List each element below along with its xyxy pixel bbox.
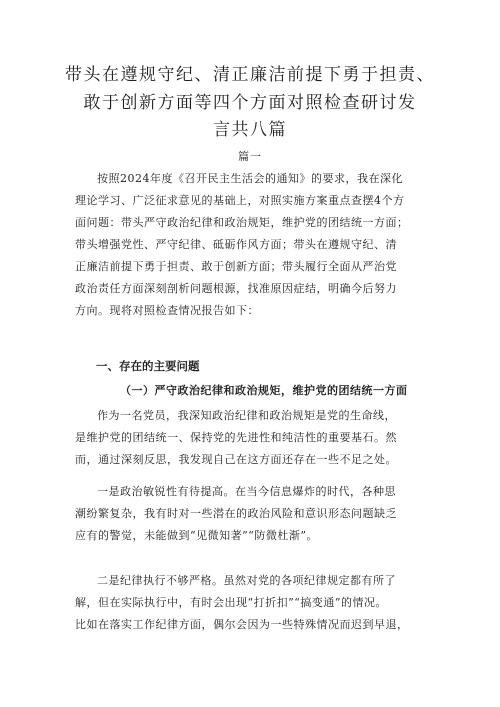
paragraph-2 <box>75 481 435 547</box>
intro-line: 政治责任方面深刻剖析问题根源，找准原因症结，明确今后努力 <box>75 282 397 295</box>
paragraph-line: 一是政治敏锐性有待提高。在当今信息爆炸的时代，各种思 <box>97 485 396 498</box>
intro-line: 理论学习、广泛征求意见的基础上，对照实施方案重点查摆4个方 <box>75 194 405 207</box>
paragraph-1 <box>75 405 435 471</box>
paragraph-line: 二是纪律执行不够严格。虽然对党的各项纪律规定都有所了 <box>97 574 396 587</box>
document-title-line-1: 带头在遵规守纪、清正廉洁前提下勇于担责、 <box>65 65 435 85</box>
intro-line: 面问题：带头严守政治纪律和政治规矩，维护党的团结统一方面； <box>75 216 409 229</box>
document-title-line-2: 敢于创新方面等四个方面对照检查研讨发 <box>83 93 417 113</box>
paragraph-line: 解，但在实际执行中，有时会出现“打折扣”“搞变通”的情况。 <box>75 596 387 609</box>
paragraph-line: 比如在落实工作纪律方面，偶尔会因为一些特殊情况而迟到早退， <box>75 618 409 631</box>
paragraph-3 <box>75 570 435 636</box>
section-label: 篇一 <box>238 150 262 163</box>
intro-paragraph <box>75 168 435 322</box>
paragraph-line: 是维护党的团结统一、保持党的先进性和纯洁性的重要基石。然 <box>75 431 397 444</box>
intro-line: 带头增强党性、严守纪律、砥砺作风方面；带头在遵规守纪、清 <box>75 238 397 251</box>
paragraph-line: 潮纷繁复杂，我有时对一些潜在的政治风险和意识形态问题缺乏 <box>75 507 397 520</box>
section-heading: 一、存在的主要问题 <box>96 359 200 373</box>
subsection-heading: （一）严守政治纪律和政治规矩，维护党的团结统一方面 <box>120 384 408 397</box>
paragraph-line: 而，通过深刻反思，我发现自己在这方面还存在一些不足之处。 <box>75 453 397 466</box>
intro-line: 方向。现将对照检查情况报告如下： <box>75 304 259 317</box>
paragraph-line: 作为一名党员，我深知政治纪律和政治规矩是党的生命线， <box>97 409 396 422</box>
paragraph-line: 应有的警觉，未能做到“见微知著”“防微杜渐”。 <box>75 529 318 542</box>
document-title-line-3: 言共八篇 <box>213 120 287 140</box>
intro-line: 按照2024年度《召开民主生活会的通知》的要求，我在深化 <box>97 172 403 185</box>
intro-line: 正廉洁前提下勇于担责、敢于创新方面；带头履行全面从严治党 <box>75 260 397 273</box>
